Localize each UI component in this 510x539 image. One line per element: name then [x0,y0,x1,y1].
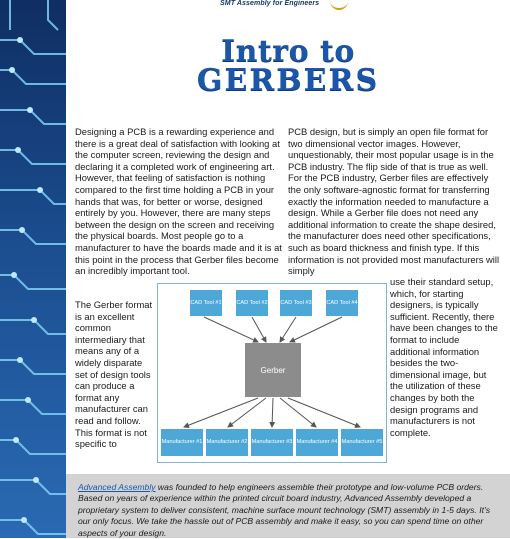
circuit-decoration [0,0,66,538]
page-title-line1: Intro to [221,34,355,69]
manufacturer-4-box: Manufacturer #4 [296,429,338,456]
brand-tagline: SMT Assembly for Engineers [220,0,320,7]
manufacturer-5-box: Manufacturer #5 [341,429,383,456]
footer-text: was founded to help engineers assemble their prototype and low-volume PCB orders. Based on years of experience within the printed circuit board industry, Advanced Assembly developed a proprietary system to deliver consistent, machine surface mount technology (SMT) assembly in 1-5 days. It’s our only focus. We take the hassle out of PCB assembly and make it easy, so you can spend time on other aspects of your design. [78,482,491,538]
company-footer [66,474,510,538]
manufacturer-3-box: Manufacturer #3 [251,429,293,456]
circuit-traces-graphic [0,0,66,538]
manufacturer-2-box: Manufacturer #2 [206,429,248,456]
gerber-flow-diagram [157,283,387,463]
format-changes-paragraph: use their standard setup, which, for starting designers, is typically sufficient. Recently, there have been changes to the format to include additional information besides the two-dimensional image, but the utilization of these changes by both the design programs and manufacturers is not complete. [390,276,498,438]
file-format-paragraph: PCB design, but is simply an open file format for two dimensional vector images. However, unquestionably, their most popular usage is in the PCB industry. The flip side of that is true as well. For the PCB industry, Gerber files are effectively the only software-agnostic format for transferring exactly the information needed to manufacture a design. While a Gerber file does not need any additional information to create the shape desired, the manufacturer does need other specifications, such as board thickness and finish type. If this information is not provided most manufacturers will simply [288,126,500,277]
arrow-cad1-gerber [204,317,258,342]
gerber-format-paragraph: The Gerber format is an excellent common intermediary that means any of a widely disparate set of design tools can produce a format any manufacturer can read and follow. This format is not specific to [75,299,153,450]
manufacturer-1-box: Manufacturer #1 [161,429,203,456]
cad-tool-2-box: CAD Tool #2 [236,290,268,316]
arrow-cad2-gerber [252,317,266,342]
cad-tool-3-box: CAD Tool #3 [280,290,312,316]
page-title-line2: GERBERS [196,63,380,98]
footer-paragraph [78,482,502,539]
arrow-gerber-mfr5 [288,398,360,427]
arrow-gerber-mfr3 [272,398,273,427]
arrow-cad4-gerber [290,317,342,342]
arrow-cad3-gerber [280,317,296,342]
cad-tool-4-box: CAD Tool #4 [326,290,358,316]
advanced-assembly-link[interactable]: Advanced Assembly [78,482,156,492]
cad-tool-1-box: CAD Tool #1 [190,290,222,316]
intro-paragraph: Designing a PCB is a rewarding experience and there is a great deal of satisfaction with looking at the computer screen, reviewing the design and declaring it a completed work of engineering art. However, that feeling of satisfaction is nothing compared to the first time holding a PCB in your hands that was, for better or worse, designed entirely by you. However, there are many steps between the design on the screen and receiving the physical boards. Most people go to a manufacturer to have the boards made and it is at this point in the process that Gerber files become an incredibly important tool. [75,126,282,277]
gerber-box: Gerber [245,343,301,397]
